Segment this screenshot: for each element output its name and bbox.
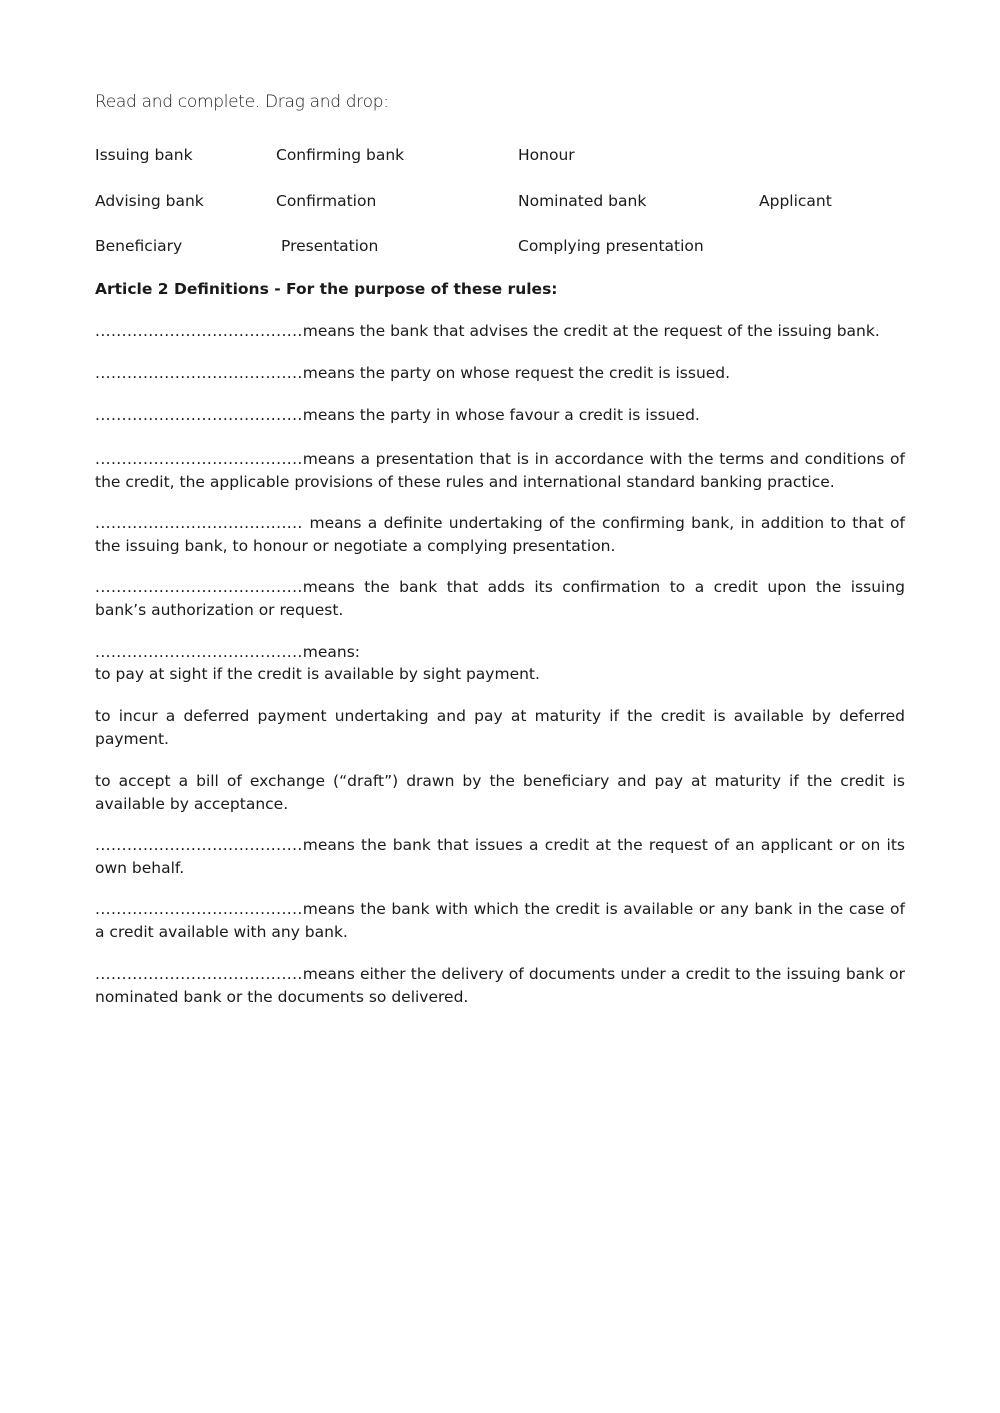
blank-drop-target-2[interactable]: .......................................	[95, 364, 303, 382]
blank-drop-target-1[interactable]: .......................................	[95, 322, 303, 340]
definition-7	[95, 641, 905, 664]
honour-line-1: to pay at sight if the credit is available by sight payment.	[95, 665, 540, 683]
honour-line-2: to incur a deferred payment undertaking and pay at maturity if the credit is available by deferred payment.	[95, 707, 905, 748]
definition-3	[95, 404, 905, 427]
word-advising-bank[interactable]: Advising bank	[95, 192, 204, 210]
definition-text-7: means:	[302, 643, 361, 661]
blank-drop-target-5[interactable]: .......................................	[95, 514, 310, 532]
word-presentation[interactable]: Presentation	[281, 237, 379, 255]
definition-4	[95, 448, 905, 493]
definition-text-6: means the bank that adds its confirmation to a credit upon the issuing bank’s authorization or request.	[95, 578, 905, 619]
article-heading: Article 2 Definitions - For the purpose of these rules:	[95, 280, 558, 298]
definition-text-4: means a presentation that is in accordance with the terms and conditions of the credit, the applicable provisions of these rules and international standard banking practice.	[95, 450, 905, 491]
definition-text-10: means either the delivery of documents under a credit to the issuing bank or nominated bank or the documents so delivered.	[95, 965, 905, 1006]
word-confirming-bank[interactable]: Confirming bank	[276, 146, 405, 164]
blank-drop-target-8[interactable]: .......................................	[95, 836, 303, 854]
word-honour[interactable]: Honour	[518, 146, 575, 164]
definition-9	[95, 898, 905, 943]
definition-text-8: means the bank that issues a credit at the request of an applicant or on its own behalf.	[95, 836, 905, 877]
word-issuing-bank[interactable]: Issuing bank	[95, 146, 193, 164]
definition-10	[95, 963, 905, 1008]
blank-drop-target-4[interactable]: .......................................	[95, 450, 303, 468]
word-confirmation[interactable]: Confirmation	[276, 192, 377, 210]
blank-drop-target-7[interactable]: .......................................	[95, 643, 303, 661]
blank-drop-target-10[interactable]: .......................................	[95, 965, 303, 983]
definition-6	[95, 576, 905, 621]
instruction-text: Read and complete. Drag and drop:	[95, 92, 389, 112]
word-beneficiary[interactable]: Beneficiary	[95, 237, 183, 255]
definition-2	[95, 362, 905, 385]
definition-text-9: means the bank with which the credit is available or any bank in the case of a credit available with any bank.	[95, 900, 905, 941]
blank-drop-target-9[interactable]: .......................................	[95, 900, 303, 918]
word-applicant[interactable]: Applicant	[759, 192, 832, 210]
blank-drop-target-3[interactable]: .......................................	[95, 406, 303, 424]
definition-text-3: means the party in whose favour a credit is issued.	[302, 406, 700, 424]
definition-5	[95, 512, 905, 557]
definition-1	[95, 320, 905, 343]
honour-line-3: to accept a bill of exchange (“draft”) drawn by the beneficiary and pay at maturity if the credit is available by acceptance.	[95, 772, 905, 813]
word-complying-presentation[interactable]: Complying presentation	[518, 237, 704, 255]
definition-text-2: means the party on whose request the credit is issued.	[302, 364, 731, 382]
definition-8	[95, 834, 905, 879]
definition-text-1: means the bank that advises the credit at the request of the issuing bank.	[302, 322, 880, 340]
word-nominated-bank[interactable]: Nominated bank	[518, 192, 647, 210]
definition-text-5: means a definite undertaking of the confirming bank, in addition to that of the issuing bank, to honour or negotiate a complying presentation.	[95, 514, 905, 555]
blank-drop-target-6[interactable]: .......................................	[95, 578, 303, 596]
